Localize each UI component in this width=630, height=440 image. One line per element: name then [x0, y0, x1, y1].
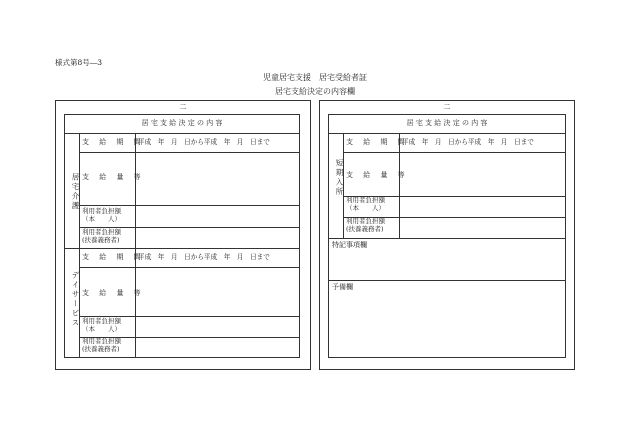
document-subtitle: 居宅支給決定の内容欄: [275, 87, 355, 96]
decision-table: [64, 114, 300, 358]
copay-guardian-label: 利用者負担額 (扶養義務者): [82, 337, 121, 353]
copay-self-label: 利用者負担額 （本 人）: [82, 317, 121, 333]
amount-label: 支 給 量 等: [82, 289, 145, 297]
period-value: 平成 年 月 日から平成 年 月 日まで: [138, 138, 270, 146]
document-title: 児童居宅支援 居宅受給者証: [263, 73, 367, 82]
right-panel: [319, 100, 575, 370]
period-value: 平成 年 月 日から平成 年 月 日まで: [402, 138, 534, 146]
copay-guardian-label: 利用者負担額 (扶養義務者): [82, 228, 121, 244]
special-notes-label: 特記事項欄: [332, 241, 367, 249]
left-panel: [55, 100, 311, 370]
period-label: 支 給 期 間: [82, 253, 145, 261]
table-heading: 居 宅 支 給 決 定 の 内 容: [406, 119, 488, 127]
section-label-day-service: デイサービス: [71, 271, 80, 328]
amount-label: 支 給 量 等: [346, 171, 409, 179]
page-number: 二: [443, 103, 451, 111]
period-value: 平成 年 月 日から平成 年 月 日まで: [138, 253, 270, 261]
amount-label: 支 給 量 等: [82, 173, 145, 181]
reserve-label: 予備欄: [332, 283, 353, 291]
decision-table: [328, 114, 566, 358]
period-label: 支 給 期 間: [82, 138, 145, 146]
section-label-home-care: 居宅介護: [71, 173, 80, 211]
section-label-short-stay: 短期入所: [335, 159, 344, 197]
page-number: 二: [179, 103, 187, 111]
copay-guardian-label: 利用者負担額 (扶養義務者): [346, 217, 385, 233]
period-label: 支 給 期 間: [346, 138, 409, 146]
table-heading: 居 宅 支 給 決 定 の 内 容: [141, 119, 223, 127]
copay-self-label: 利用者負担額 （本 人）: [82, 207, 121, 223]
form-number: 様式第8号―3: [55, 58, 103, 67]
copay-self-label: 利用者負担額 （本 人）: [346, 196, 385, 212]
